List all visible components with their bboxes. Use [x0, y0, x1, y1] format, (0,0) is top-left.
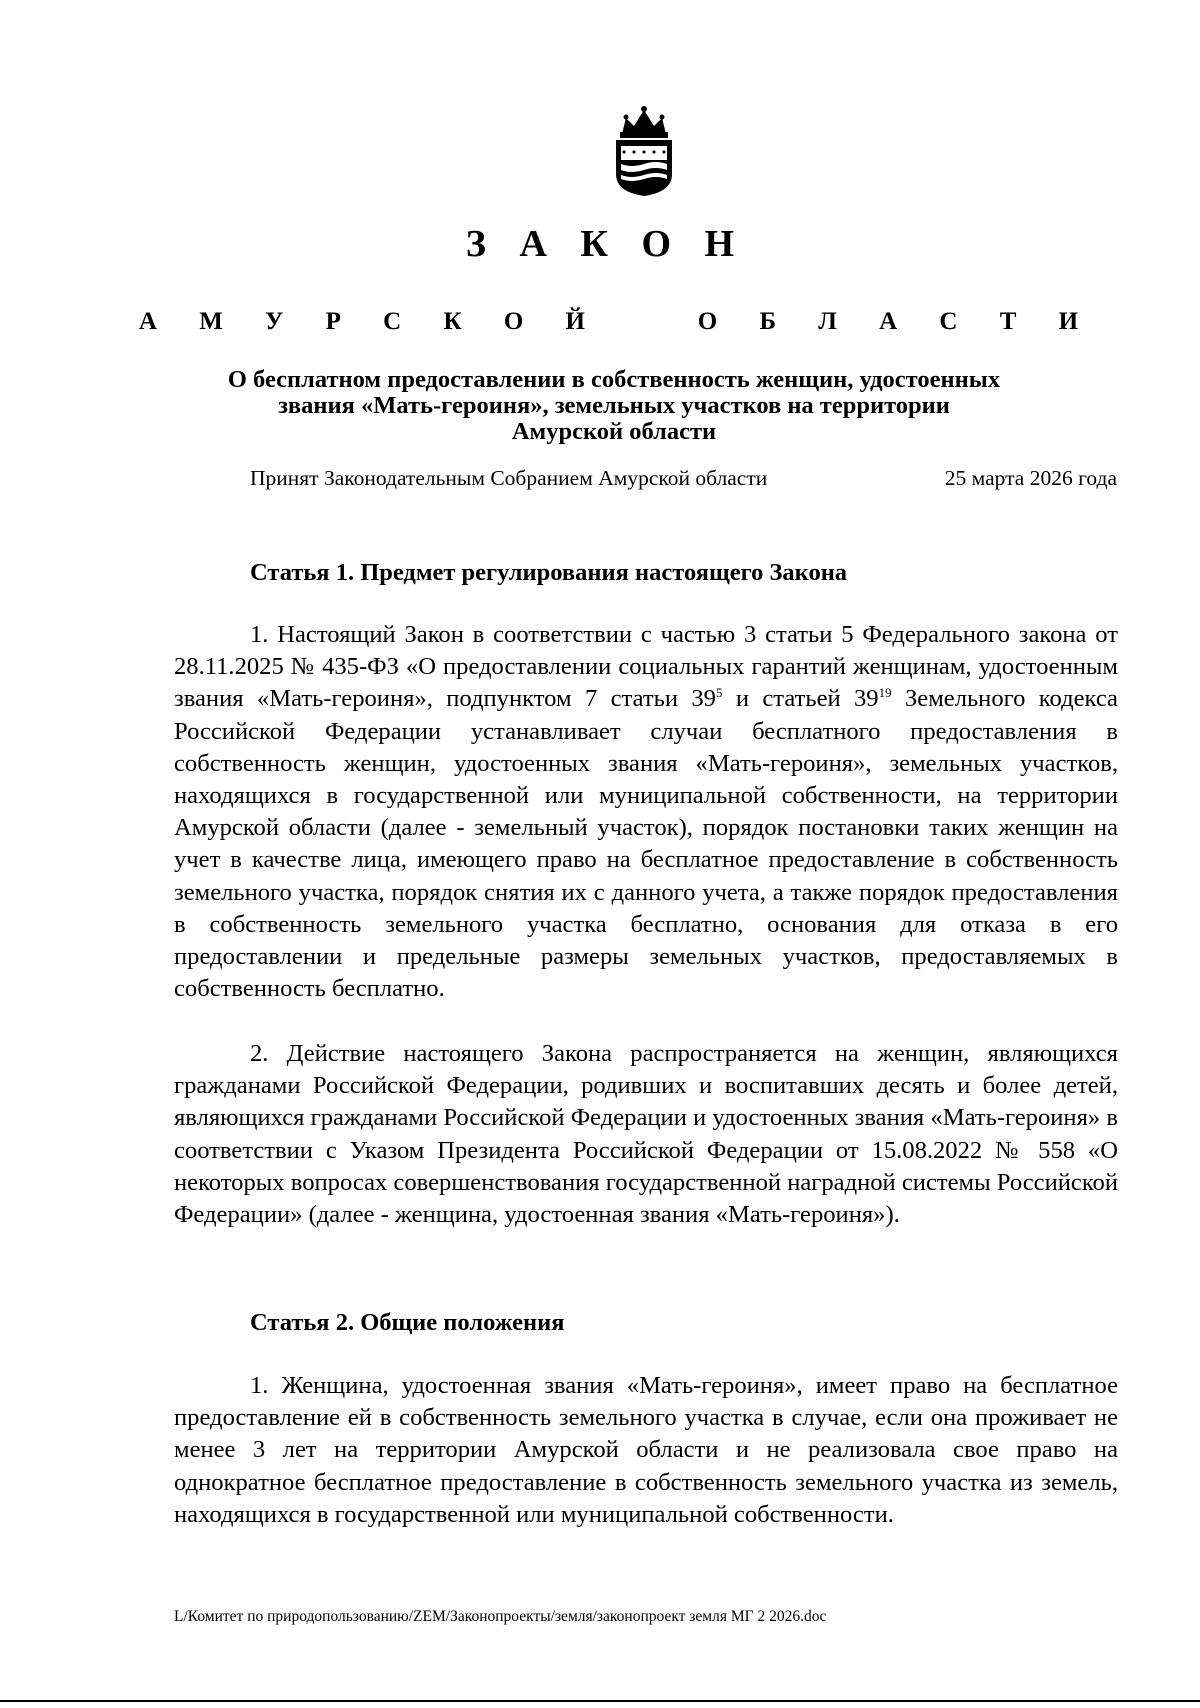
article-1-heading: Статья 1. Предмет регулирования настоящего Закона [250, 559, 848, 586]
article-2-heading: Статья 2. Общие положения [250, 1309, 565, 1336]
article-1-p1-part-a: 1. Настоящий Закон в соответствии с частью 3 статьи 5 Федерального закона от 28.11.2025 № 435-ФЗ «О предоставлении социальных гарантий женщинам, удостоенным звания «Мать-героиня», подпунктом 7 статьи 39 [174, 621, 1118, 713]
region-name: А М У Р С К О Й О Б Л А С Т И [138, 308, 1086, 335]
article-2-paragraph-1: 1. Женщина, удостоенная звания «Мать-героиня», имеет право на бесплатное предоставление ей в собственность земельного участка в случае, если она проживает не менее 3 лет на территории Амурской области и не реализовала свое право на однократное бесплатное предоставление в собственность земельного участка из земель, находящихся в государственной или муниципальной собственности. [174, 1372, 1118, 1528]
article-1-p1-sup-1: 5 [715, 685, 723, 701]
adoption-text: Принят Законодательным Собранием Амурской области [250, 466, 768, 490]
adoption-line [250, 466, 1117, 491]
article-1-p1-sup-2: 19 [878, 685, 892, 701]
document-title: З А К О Н [465, 223, 747, 265]
article-1-p1-part-b: и статьей 39 [722, 685, 879, 713]
adoption-date: 25 марта 2026 года [944, 466, 1117, 490]
amur-region-coat-of-arms-icon [608, 104, 680, 198]
article-1-paragraph-1 [174, 619, 1118, 1005]
law-subject [180, 367, 1048, 445]
scan-edge-line [0, 1700, 1200, 1702]
article-1-p1-part-c: Земельного кодекса Российской Федерации устанавливает случаи бесплатного предоставления в собственность женщин, удостоенных звания «Мать-героиня», земельных участков, находящихся в государственной или муниципальной собственности, на территории Амурской области (далее - земельный участок), порядок постановки таких женщин на учет в качестве лица, имеющего право на бесплатное предоставление в собственность земельного участка, порядок снятия их с данного учета, а также порядок предоставления в собственность земельного участка бесплатно, основания для отказа в его предоставлении и предельные размеры земельных участков, предоставляемых в собственность бесплатно. [174, 685, 1118, 1003]
subject-line-1: О бесплатном предоставлении в собственность женщин, удостоенных [227, 366, 1001, 393]
article-1-paragraph-2: 2. Действие настоящего Закона распространяется на женщин, являющихся гражданами Российской Федерации, родивших и воспитавших десять и более детей, являющихся гражданами Российской Федерации и удостоенных звания «Мать-героиня» в соответствии с Указом Президента Российской Федерации от 15.08.2022 № 558 «О некоторых вопросах совершенствования государственной наградной системы Российской Федерации» (далее - женщина, удостоенная звания «Мать-героиня»). [174, 1040, 1118, 1229]
subject-line-3: Амурской области [511, 418, 717, 445]
file-path-footer: L/Комитет по природопользованию/ZEM/Законопроекты/земля/законопроект земля МГ 2 2026.doc [174, 1608, 827, 1625]
subject-line-2: звания «Мать-героиня», земельных участков на территории [278, 392, 950, 419]
